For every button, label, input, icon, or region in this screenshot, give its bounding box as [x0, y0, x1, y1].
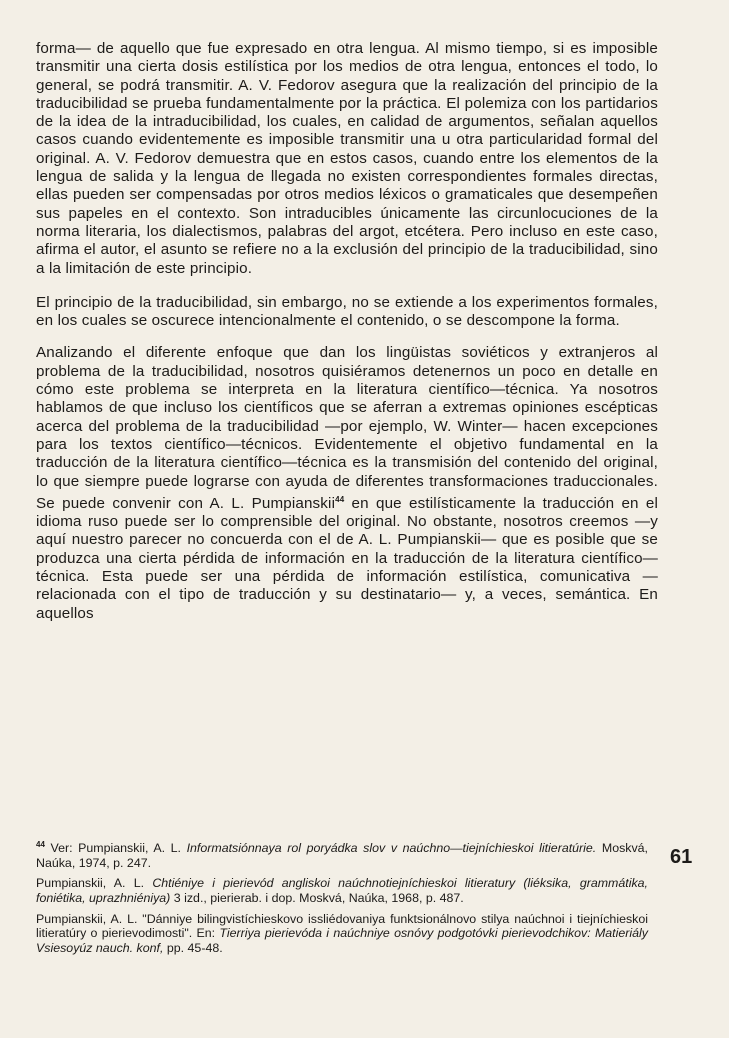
footnote-2-title: Chtiéniye i pierievód angliskoi naúchnotiejníchieskoi litieratury (liéksika, grammátika, foniétika, uprazhniéniya) — [36, 876, 648, 905]
footnote-2-text-a: Pumpianskii, A. L. — [36, 876, 153, 891]
paragraph-2: El principio de la traducibilidad, sin embargo, no se extiende a los experimentos formales, en los cuales se oscurece intencionalmente el contenido, o se descompone la forma. — [36, 293, 658, 330]
footnote-1-text-a: Ver: Pumpianskii, A. L. — [44, 841, 187, 856]
footnote-3-text-b: pp. 45-48. — [163, 940, 223, 955]
paragraph-3-part-2: en que estilísticamente la traducción en el idioma ruso puede ser lo comprensible del original. No obstante, nosotros creemos —y aquí nuestro parecer no concuerda con el de A. L. Pumpianskii— que es posible que se produzca una cierta pérdida de información en la traducción de la literatura científico—técnica. Esta puede ser una pérdida de información estilística, comunicativa —relacionada con el tipo de traducción y su destinatario— y, a veces, semántica. En aquellos — [36, 494, 658, 622]
footnote-1 — [36, 838, 648, 870]
footnotes — [36, 838, 648, 961]
page-body — [36, 40, 658, 637]
footnote-2-text-b: 3 izd., pierierab. i dop. Moskvá, Naúka, 1968, p. 487. — [170, 890, 464, 905]
paragraph-3 — [36, 344, 658, 623]
footnote-1-title: Informatsiónnaya rol poryádka slov v naúchno—tiejníchieskoi litieratúrie. — [186, 841, 597, 856]
page-number: 61 — [670, 846, 693, 868]
footnote-1-text-b: Moskvá, Naúka, 1974, p. 247. — [36, 841, 649, 870]
footnote-reference-44: 44 — [335, 494, 345, 504]
paragraph-3-part-1: Analizando el diferente enfoque que dan los lingüistas soviéticos y extranjeros al problema de la traducibilidad, nosotros quisiéramos detenernos un poco en detalle en cómo este problema se interpreta en la literatura científico—técnica. Ya nosotros hablamos de que incluso los científicos que se aferran a extremas opiniones escépticas acerca del problema de la traducibilidad —por ejemplo, W. Winter— hacen excepciones para los textos científico—técnicos. Evidentemente el objetivo fundamental en la traducción de la literatura científico—técnica es la transmisión del contenido del original, lo que siempre puede lograrse con ayuda de diferentes transformaciones traduccionales. Se puede convenir con A. L. Pumpianskii — [36, 344, 658, 512]
paragraph-1: forma— de aquello que fue expresado en otra lengua. Al mismo tiempo, si es imposible transmitir una cierta dosis estilística por los medios de otra lengua, entonces el todo, lo general, se podrá transmitir. A. V. Fedorov asegura que la realización del principio de la traducibilidad se prueba fundamentalmente por la práctica. El polemiza con los partidarios de la idea de la intraducibilidad, los cuales, en calidad de argumentos, señalan aquellos casos cuando evidentemente es imposible transmitir una u otra particularidad formal del original. A. V. Fedorov demuestra que en estos casos, cuando entre los elementos de la lengua de salida y la lengua de llegada no existen correspondientes formales directas, ellas pueden ser compensadas por otros medios léxicos o gramaticales que desempeñen sus papeles en el contexto. Son intraducibles únicamente las circunlocuciones de la norma literaria, los dialectismos, palabras del argot, etcétera. Pero incluso en este caso, afirma el autor, el asunto se refiere no a la exclusión del principio de la traducibilidad, sino a la limitación de este principio. — [36, 40, 658, 277]
footnote-3-title: Tierriya pierievóda i naúchniye osnóvy podgotóvki pierievodchikov: Matieriály Vsiesoyúz nauch. konf, — [36, 926, 648, 955]
footnote-mark: 44 — [36, 840, 45, 849]
footnote-3-text-a: Pumpianskii, A. L. "Dánniye bilingvistíchieskovo issliédovaniya funktsionálnovo stilya naúchnoi i tiejníchieskoi litieratúry o pierievodimosti". En: — [36, 911, 648, 941]
footnote-3 — [36, 912, 648, 956]
footnote-2 — [36, 876, 648, 905]
